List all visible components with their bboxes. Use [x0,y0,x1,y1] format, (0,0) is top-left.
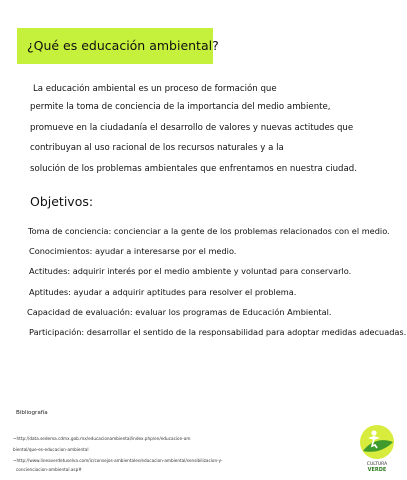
logo-figure-head [371,430,376,435]
bibliography-heading: Bibliografía [16,410,48,416]
bibliography-link[interactable]: ~http://data.sedema.cdmx.gob.mx/educacionambiental/index.php/en/educacion-am [13,436,191,441]
cultura-verde-logo-icon [359,424,395,460]
objective-item: Conocimientos: ayudar a interesarse por el medio. [29,246,237,256]
intro-line-3: promueve en la ciudadanía el desarrollo de valores y nuevas actitudes que [30,123,354,133]
intro-line-1: La educación ambiental es un proceso de formación que [33,84,277,94]
objective-item: Participación: desarrollar el sentido de la responsabilidad para adoptar medidas adecuadas. [29,327,407,337]
objectives-title: Objetivos: [30,194,94,209]
intro-line-4: contribuyan al uso racional de los recursos naturales y a la [30,143,284,153]
intro-line-5: solución de los problemas ambientales que enfrentamos en nuestra ciudad. [30,164,357,174]
bibliography-link-cont[interactable]: biental/que-es-educacion-ambiental [13,447,89,452]
objective-item: Aptitudes: ayudar a adquirir aptitudes para resolver el problema. [29,287,297,297]
objective-item: Capacidad de evaluación: evaluar los programas de Educación Ambiental. [27,307,332,317]
logo-text [354,462,400,473]
objective-item: Actitudes: adquirir interés por el medio ambiente y voluntad para conservarlo. [29,266,352,276]
objective-item: Toma de conciencia: concienciar a la gente de los problemas relacionados con el medio. [28,226,390,236]
logo-text-line2: VERDE [367,466,387,473]
intro-line-2: permite la toma de conciencia de la importancia del medio ambiente, [30,102,331,112]
logo-text-line1: CULTURA [366,462,388,467]
bibliography-link-cont[interactable]: concienciacion-ambiental.asp# [16,467,82,472]
page-title: ¿Qué es educación ambiental? [27,38,219,53]
bibliography-link[interactable]: ~http://www.lineaverdetuselva.com/ic/consejos-ambientales/educacion-ambiental/sensibilizacion-y- [13,458,223,463]
